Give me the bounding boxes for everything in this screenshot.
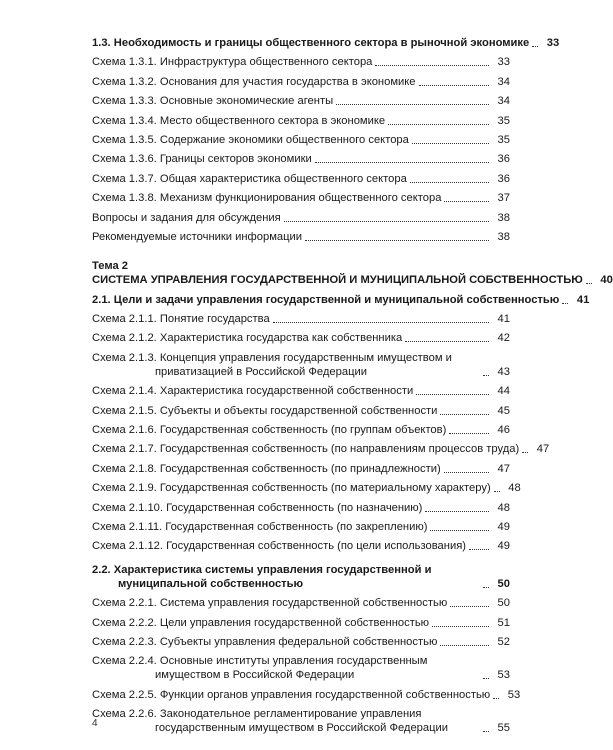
page-ref: 35 xyxy=(497,133,510,146)
toc-entry xyxy=(92,707,510,735)
toc-entry xyxy=(92,462,510,476)
dot-leader xyxy=(440,414,489,415)
toc-entry xyxy=(92,75,510,89)
page-ref: 33 xyxy=(497,56,510,69)
dot-leader xyxy=(522,452,528,453)
entry-text: Схема 1.3.8. Механизм функционирования общественного сектора xyxy=(92,192,442,205)
page-ref: 47 xyxy=(497,462,510,475)
page-ref: 49 xyxy=(497,520,510,533)
entry-text: Схема 2.1.6. Государственная собственность (по группам объектов) xyxy=(92,424,447,437)
entry-text: Схема 2.1.10. Государственная собственность (по назначению) xyxy=(92,501,423,514)
entry-text: Схема 2.1.2. Характеристика государства как собственника xyxy=(92,332,403,345)
dot-leader xyxy=(469,549,489,550)
dot-leader xyxy=(273,322,489,323)
entry-text: Схема 1.3.6. Границы секторов экономики xyxy=(92,153,312,166)
dot-leader xyxy=(419,85,489,86)
dot-leader xyxy=(305,240,489,241)
page-ref: 38 xyxy=(497,230,510,243)
dot-leader xyxy=(532,46,538,47)
toc-entry xyxy=(92,520,510,534)
dot-leader xyxy=(410,182,489,183)
page-number: 4 xyxy=(92,718,98,729)
page-ref: 40 xyxy=(600,274,613,287)
entry-text: Схема 2.1.8. Государственная собственность (по принадлежности) xyxy=(92,462,441,475)
toc-entry xyxy=(92,423,510,437)
topic-title-entry xyxy=(92,273,613,287)
dot-leader xyxy=(336,104,489,105)
page-ref: 41 xyxy=(576,293,590,306)
section-2-1 xyxy=(92,293,590,554)
dot-leader xyxy=(444,472,489,473)
toc-entry xyxy=(92,635,510,649)
dot-leader xyxy=(416,394,489,395)
entry-text: Вопросы и задания для обсуждения xyxy=(92,211,281,224)
entry-text: 2.1. Цели и задачи управления государственной и муниципальной собственностью xyxy=(92,293,560,306)
toc-entry xyxy=(92,191,510,205)
toc-entry xyxy=(92,501,510,515)
entry-text: Схема 1.3.4. Место общественного сектора в экономике xyxy=(92,114,386,127)
toc-entry xyxy=(92,351,510,379)
page-ref: 37 xyxy=(497,192,510,205)
page-ref: 48 xyxy=(508,482,521,495)
entry-text: Схема 2.1.7. Государственная собственность (по направлениям процессов труда) xyxy=(92,443,520,456)
entry-text: Схема 2.1.12. Государственная собственность (по цели использования) xyxy=(92,540,466,553)
dot-leader xyxy=(483,678,489,679)
page-ref: 52 xyxy=(497,635,510,648)
toc-entry xyxy=(92,312,510,326)
entry-text: Схема 1.3.7. Общая характеристика общественного сектора xyxy=(92,172,407,185)
entry-text: Схема 2.1.3. Концепция управления государственным имуществом и приватизацией в Российской Федерации xyxy=(92,351,452,378)
page-ref: 50 xyxy=(497,597,510,610)
entry-text: Схема 2.2.1. Система управления государственной собственностью xyxy=(92,597,448,610)
dot-leader xyxy=(440,645,489,646)
entry-text: Схема 2.1.4. Характеристика государственной собственности xyxy=(92,385,414,398)
page-ref: 53 xyxy=(507,688,521,701)
section-2-2 xyxy=(92,563,521,735)
topic-title: СИСТЕМА УПРАВЛЕНИЯ ГОСУДАРСТВЕННОЙ И МУНИЦИПАЛЬНОЙ СОБСТВЕННОСТЬЮ xyxy=(92,274,583,287)
entry-text: Рекомендуемые источники информации xyxy=(92,230,303,243)
toc-entry xyxy=(92,596,510,610)
entry-text: Схема 2.2.2. Цели управления государственной собственностью xyxy=(92,616,430,629)
entry-text: 1.3. Необходимость и границы общественного сектора в рыночной экономике xyxy=(92,37,530,49)
entry-text: Схема 2.1.1. Понятие государства xyxy=(92,313,270,326)
entry-text: 2.2. Характеристика системы управления государственной и муниципальной собственностью xyxy=(92,563,432,590)
dot-leader xyxy=(483,375,489,376)
toc-entry xyxy=(92,616,510,630)
page-ref: 47 xyxy=(536,443,550,456)
page-ref: 46 xyxy=(497,424,510,437)
entry-text: Схема 1.3.2. Основания для участия государства в экономике xyxy=(92,75,416,88)
dot-leader xyxy=(483,587,489,588)
entry-text: Схема 1.3.5. Содержание экономики общественного сектора xyxy=(92,133,409,146)
dot-leader xyxy=(432,626,489,627)
page-ref: 42 xyxy=(497,332,510,345)
page-ref: 33 xyxy=(546,37,560,49)
dot-leader xyxy=(425,511,489,512)
dot-leader xyxy=(405,341,489,342)
toc-entry xyxy=(92,211,510,225)
toc-entry xyxy=(92,331,510,345)
section-heading-entry xyxy=(92,293,590,307)
page-ref: 45 xyxy=(497,404,510,417)
toc-entry xyxy=(92,172,510,186)
toc-entry xyxy=(92,404,510,418)
entry-text: Схема 1.3.1. Инфраструктура общественного сектора xyxy=(92,56,373,69)
page-ref: 44 xyxy=(497,385,510,398)
entry-text: Схема 2.2.3. Субъекты управления федеральной собственностью xyxy=(92,635,438,648)
page-ref: 51 xyxy=(497,616,510,629)
page-ref: 49 xyxy=(497,540,510,553)
toc-entry xyxy=(92,114,510,128)
dot-leader xyxy=(375,65,489,66)
entry-text: Схема 2.1.9. Государственная собственность (по материальному характеру) xyxy=(92,482,491,495)
toc-entry xyxy=(92,539,510,553)
page-ref: 50 xyxy=(497,577,510,590)
dot-leader xyxy=(493,698,499,699)
dot-leader xyxy=(450,606,489,607)
page-ref: 35 xyxy=(497,114,510,127)
page-ref: 36 xyxy=(497,172,510,185)
page-ref: 38 xyxy=(497,211,510,224)
toc-entry xyxy=(92,152,510,166)
section-heading-entry xyxy=(92,563,510,591)
dot-leader xyxy=(449,433,489,434)
entry-text: Схема 2.2.4. Основные институты управления государственным имуществом в Российской Федерации xyxy=(92,655,428,682)
page-ref: 53 xyxy=(497,669,510,682)
dot-leader xyxy=(412,143,489,144)
entry-text: Схема 2.2.5. Функции органов управления государственной собственностью xyxy=(92,688,491,701)
section-heading-entry xyxy=(92,36,560,50)
page-ref: 43 xyxy=(497,365,510,378)
page-ref: 34 xyxy=(497,95,510,108)
toc-entry xyxy=(92,442,550,456)
dot-leader xyxy=(388,124,489,125)
entry-text: Схема 2.1.5. Субъекты и объекты государственной собственности xyxy=(92,404,438,417)
dot-leader xyxy=(284,221,489,222)
entry-text: Схема 2.2.6. Законодательное регламентирование управления государственным имуществом в Российской Федерации xyxy=(92,708,449,735)
dot-leader xyxy=(315,162,489,163)
section-1-3 xyxy=(92,36,560,244)
toc-entry xyxy=(92,94,510,108)
toc-entry xyxy=(92,654,510,682)
toc-entry xyxy=(92,688,521,702)
dot-leader xyxy=(494,491,500,492)
table-of-contents xyxy=(92,36,613,741)
entry-text: Схема 1.3.3. Основные экономические агенты xyxy=(92,95,334,108)
toc-entry xyxy=(92,133,510,147)
dot-leader xyxy=(430,530,489,531)
page-ref: 55 xyxy=(497,722,510,735)
page-ref: 41 xyxy=(497,313,510,326)
page-ref: 36 xyxy=(497,153,510,166)
dot-leader xyxy=(483,731,489,732)
toc-entry xyxy=(92,481,521,495)
dot-leader xyxy=(562,303,568,304)
toc-entry xyxy=(92,230,510,244)
topic-label: Тема 2 xyxy=(92,260,129,273)
page-ref: 48 xyxy=(497,501,510,514)
dot-leader xyxy=(586,283,592,284)
page-ref: 34 xyxy=(497,75,510,88)
toc-entry xyxy=(92,55,510,69)
dot-leader xyxy=(444,201,489,202)
entry-text: Схема 2.1.11. Государственная собственность (по закреплению) xyxy=(92,520,428,533)
toc-entry xyxy=(92,384,510,398)
